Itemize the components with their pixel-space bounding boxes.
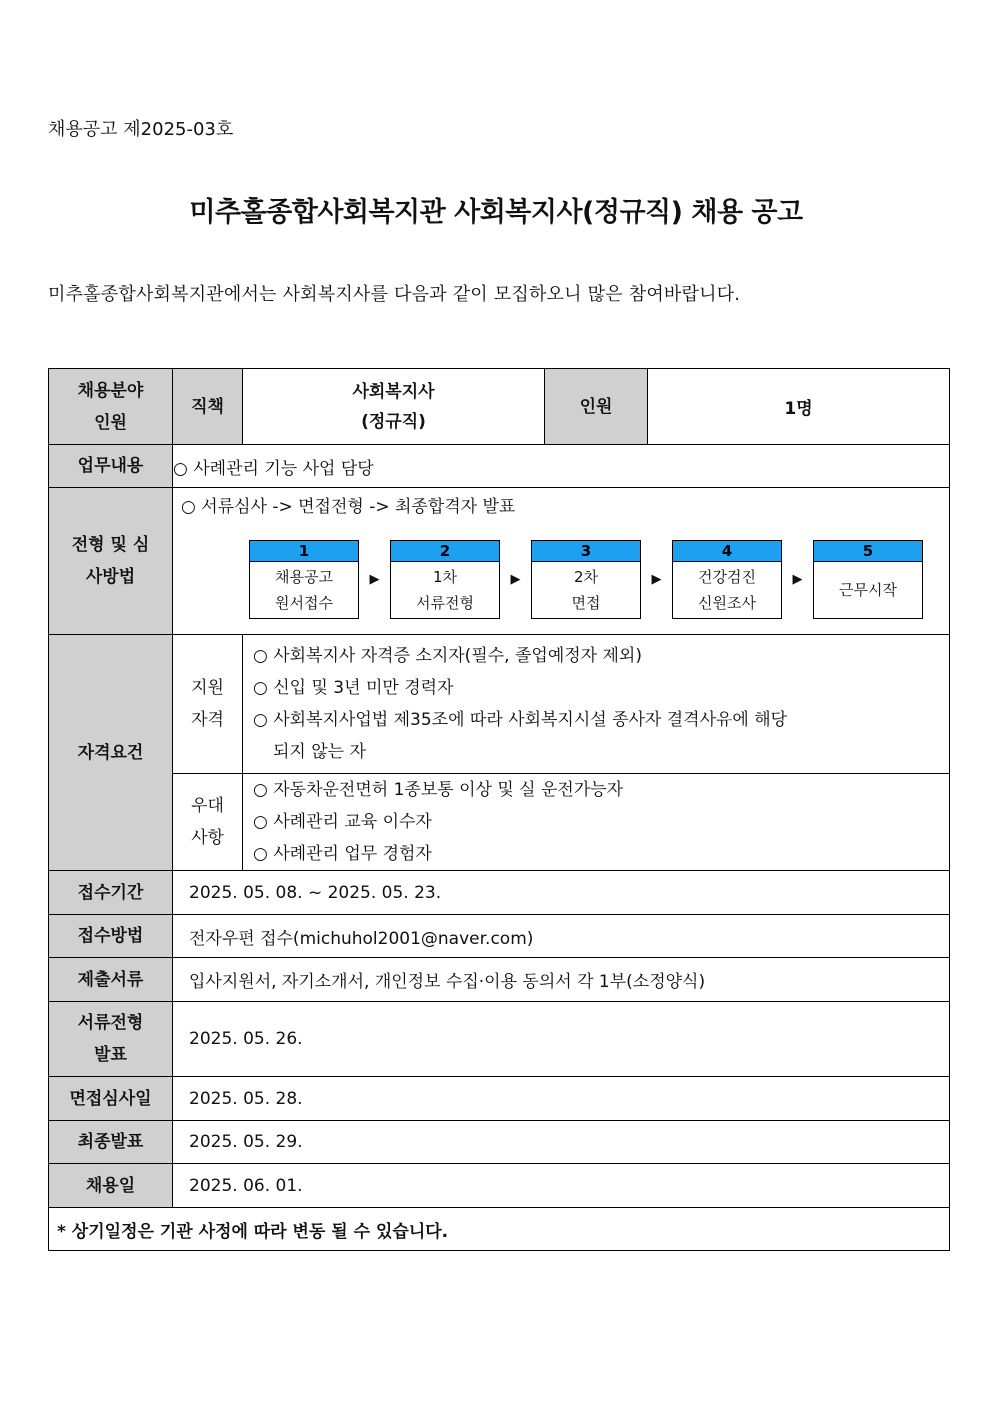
- position-value: 사회복지사 (정규직): [243, 369, 545, 445]
- row-final: [49, 1121, 950, 1164]
- row-note: [49, 1208, 950, 1251]
- row-doc-result: [49, 1002, 950, 1077]
- step-4: [672, 540, 782, 619]
- step-label: 건강검진: [698, 568, 756, 586]
- step-number: 3: [532, 541, 640, 562]
- row-method: [49, 915, 950, 958]
- documents-label: 제출서류: [49, 958, 173, 1002]
- duties-value: ○ 사례관리 기능 사업 담당: [173, 445, 950, 488]
- hire-date-label: 채용일: [49, 1164, 173, 1208]
- step-number: 1: [250, 541, 358, 562]
- arrow-right-icon: ▶: [792, 572, 803, 587]
- headcount-value: 1명: [648, 369, 950, 445]
- step-label: 면접: [571, 594, 601, 612]
- preference-list: [243, 774, 950, 871]
- arrow-right-icon: ▶: [651, 572, 662, 587]
- list-item: 되지 않는 자: [273, 742, 366, 762]
- row-interview: [49, 1077, 950, 1121]
- row-period: [49, 871, 950, 915]
- arrow-right-icon: ▶: [510, 572, 521, 587]
- interview-value: 2025. 05. 28.: [173, 1077, 950, 1121]
- preference-label: 우대 사항: [173, 774, 243, 871]
- headcount-label: 인원: [545, 369, 648, 445]
- final-label: 최종발표: [49, 1121, 173, 1164]
- arrow-right-icon: ▶: [369, 572, 380, 587]
- step-label: 채용공고: [275, 568, 333, 586]
- recruitment-table: [48, 368, 950, 1251]
- list-item: ○ 자동차운전면허 1종보통 이상 및 실 운전가능자: [253, 780, 624, 800]
- page-title: 미추홀종합사회복지관 사회복지사(정규직) 채용 공고: [189, 197, 803, 228]
- list-item: ○ 사례관리 업무 경험자: [253, 844, 432, 864]
- hire-date-value: 2025. 06. 01.: [173, 1164, 950, 1208]
- process-summary: ○ 서류심사 -> 면접전형 -> 최종합격자 발표: [181, 497, 516, 517]
- row-eligibility: [49, 635, 950, 774]
- period-value: 2025. 05. 08. ~ 2025. 05. 23.: [173, 871, 950, 915]
- step-number: 5: [814, 541, 922, 562]
- announcement-number: 채용공고 제2025-03호: [48, 119, 234, 140]
- step-5: [813, 540, 923, 619]
- step-label: 서류전형: [416, 594, 474, 612]
- duties-label: 업무내용: [49, 445, 173, 488]
- eligibility-label: 지원 자격: [173, 635, 243, 774]
- step-label: 1차: [432, 568, 458, 586]
- step-number: 2: [391, 541, 499, 562]
- method-label: 접수방법: [49, 915, 173, 958]
- step-2: [390, 540, 500, 619]
- method-value: 전자우편 접수(michuhol2001@naver.com): [173, 915, 950, 958]
- list-item: ○ 사회복지사업법 제35조에 따라 사회복지시설 종사자 결격사유에 해당: [253, 710, 788, 730]
- row-process: [49, 488, 950, 635]
- row-field: [49, 369, 950, 445]
- position-label: 직책: [173, 369, 243, 445]
- qualification-label: 자격요건: [49, 635, 173, 871]
- period-label: 접수기간: [49, 871, 173, 915]
- process-label: 전형 및 심 사방법: [49, 488, 173, 635]
- step-number: 4: [673, 541, 781, 562]
- list-item: ○ 사회복지사 자격증 소지자(필수, 졸업예정자 제외): [253, 646, 642, 666]
- row-preference: [49, 774, 950, 871]
- step-label: 원서접수: [275, 594, 333, 612]
- process-cell: [173, 488, 950, 635]
- documents-value: 입사지원서, 자기소개서, 개인정보 수집·이용 동의서 각 1부(소정양식): [173, 958, 950, 1002]
- final-value: 2025. 05. 29.: [173, 1121, 950, 1164]
- field-label: 채용분야 인원: [49, 369, 173, 445]
- process-steps: [249, 540, 949, 619]
- schedule-note: * 상기일정은 기관 사정에 따라 변동 될 수 있습니다.: [49, 1208, 950, 1251]
- step-3: [531, 540, 641, 619]
- doc-result-value: 2025. 05. 26.: [173, 1002, 950, 1077]
- list-item: ○ 신입 및 3년 미만 경력자: [253, 678, 454, 698]
- row-documents: [49, 958, 950, 1002]
- interview-label: 면접심사일: [49, 1077, 173, 1121]
- row-duties: [49, 445, 950, 488]
- row-hire-date: [49, 1164, 950, 1208]
- step-1: [249, 540, 359, 619]
- list-item: ○ 사례관리 교육 이수자: [253, 812, 432, 832]
- intro-text: 미추홀종합사회복지관에서는 사회복지사를 다음과 같이 모집하오니 많은 참여바랍니다.: [48, 284, 741, 305]
- step-label: 신원조사: [698, 594, 756, 612]
- doc-result-label: 서류전형 발표: [49, 1002, 173, 1077]
- step-label: 2차: [573, 568, 599, 586]
- eligibility-list: [243, 635, 950, 774]
- step-label: 근무시작: [839, 581, 897, 599]
